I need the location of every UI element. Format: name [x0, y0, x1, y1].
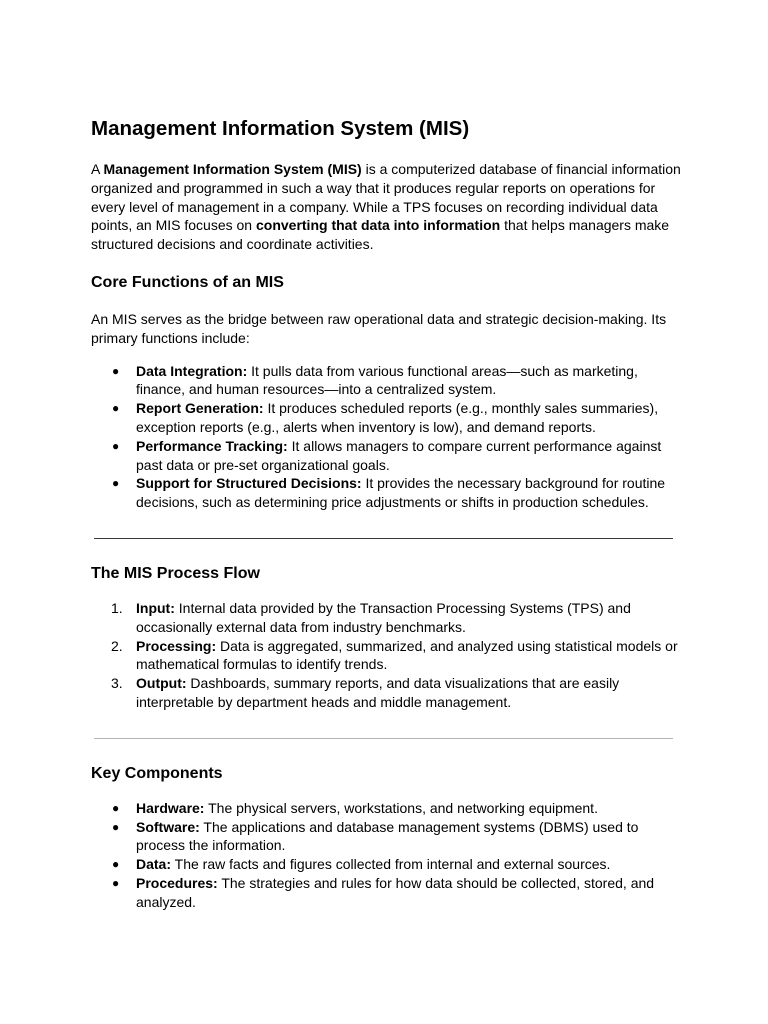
- page-title: Management Information System (MIS): [91, 117, 470, 140]
- process-flow-list: [91, 599, 681, 712]
- list-item: [91, 362, 681, 400]
- intro-text-2: is a computerized database of financial information organized and programmed in such a way that it produces regular reports on operations for every level of management in a company. While a TPS focuses on recording individual data points, an MIS focuses on: [91, 161, 681, 234]
- list-item-label: Processing:: [136, 637, 217, 654]
- key-components-list: [91, 799, 681, 912]
- intro-text-1: A: [91, 161, 104, 177]
- list-number: 3.: [111, 675, 123, 692]
- bullet-icon: ●: [112, 875, 120, 890]
- list-item: [91, 874, 681, 912]
- list-item: [91, 674, 681, 712]
- list-item-text: It pulls data from various functional areas—such as marketing, finance, and human resources—into a centralized system.: [136, 362, 638, 398]
- list-item-text: Dashboards, summary reports, and data visualizations that are easily interpretable by department heads and middle management.: [136, 675, 620, 710]
- bullet-icon: ●: [112, 476, 120, 491]
- list-item-text: The strategies and rules for how data should be collected, stored, and analyzed.: [136, 874, 655, 910]
- list-number: 2.: [111, 637, 123, 654]
- list-item-label: Procedures:: [136, 874, 218, 891]
- core-functions-list: [91, 362, 681, 512]
- list-item-text: Internal data provided by the Transaction Processing Systems (TPS) and occasionally external data from industry benchmarks.: [136, 599, 631, 635]
- intro-bold-2: converting that data into information: [255, 217, 501, 234]
- list-item: [91, 399, 681, 437]
- bullet-icon: ●: [112, 857, 120, 872]
- list-item-text: It produces scheduled reports (e.g., monthly sales summaries), exception reports (e.g., alerts when inventory is low), and demand reports.: [136, 400, 659, 435]
- list-item-label: Support for Structured Decisions:: [136, 475, 362, 492]
- list-item-label: Input:: [136, 599, 175, 616]
- list-item-text: The physical servers, workstations, and networking equipment.: [204, 799, 598, 816]
- list-item: [91, 599, 681, 637]
- process-flow-heading: The MIS Process Flow: [91, 564, 260, 582]
- intro-text-3: that helps managers make structured decisions and coordinate activities.: [91, 217, 670, 253]
- core-functions-intro: An MIS serves as the bridge between raw operational data and strategic decision-making. Its primary functions include:: [91, 310, 667, 346]
- bullet-icon: ●: [112, 438, 120, 453]
- document-content: [91, 114, 681, 912]
- list-item-label: Report Generation:: [136, 400, 264, 417]
- list-item-text: It allows managers to compare current performance against past data or pre-set organizational goals.: [136, 437, 662, 473]
- list-item: [91, 637, 681, 675]
- list-item-text: It provides the necessary background for routine decisions, such as determining price adjustments or shifts in production schedules.: [136, 475, 666, 511]
- list-item: [91, 474, 681, 512]
- list-item-text: The applications and database management systems (DBMS) used to process the information.: [136, 818, 639, 854]
- core-functions-heading: Core Functions of an MIS: [91, 273, 284, 291]
- section-divider: [94, 538, 673, 539]
- list-item: [91, 437, 681, 475]
- section-divider: [94, 738, 673, 739]
- list-item: [91, 799, 681, 818]
- intro-paragraph: [91, 160, 681, 254]
- list-number: 1.: [111, 599, 123, 616]
- list-item-label: Hardware:: [136, 799, 205, 816]
- list-item-text: The raw facts and figures collected from internal and external sources.: [171, 856, 611, 873]
- list-item-text: Data is aggregated, summarized, and analyzed using statistical models or mathematical formulas to identify trends.: [136, 637, 678, 673]
- bullet-icon: ●: [112, 401, 120, 416]
- key-components-heading: Key Components: [91, 764, 223, 782]
- list-item-label: Software:: [136, 818, 200, 835]
- list-item-label: Output:: [136, 675, 187, 692]
- list-item-label: Data:: [136, 856, 172, 873]
- intro-bold-1: Management Information System (MIS): [103, 161, 362, 177]
- list-item-label: Performance Tracking:: [136, 437, 288, 454]
- list-item: [91, 818, 681, 856]
- bullet-icon: ●: [112, 363, 120, 378]
- list-item-label: Data Integration:: [136, 362, 248, 379]
- list-item: [91, 855, 681, 874]
- bullet-icon: ●: [112, 800, 120, 815]
- bullet-icon: ●: [112, 819, 120, 834]
